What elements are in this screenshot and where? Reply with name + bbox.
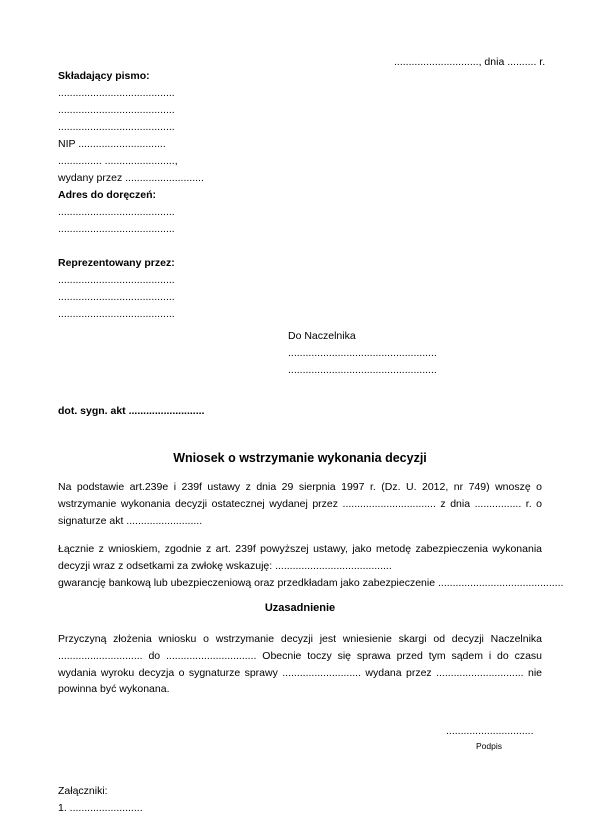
attachment-item-1: 1. ......................... xyxy=(58,802,143,814)
paragraph-justification: Przyczyną złożenia wniosku o wstrzymanie decyzji jest wniesienie skargi od decyzji Naczelnika ............................. do ............................... Obecnie toczy się sprawa przed tym sądem i do czasu wydania wyroku decyzja o sygnaturze sprawy ........................... wydana przez .............................. nie powinna być wykonana. xyxy=(58,633,542,696)
sender-id-document: ............... ........................, xyxy=(58,155,178,167)
signature-label: Podpis xyxy=(476,741,502,751)
document-title: Wniosek o wstrzymanie wykonania decyzji xyxy=(173,451,427,465)
attachments-block xyxy=(58,783,143,817)
sender-issued-by: wydany przez ........................... xyxy=(58,172,204,184)
sender-line-1: ........................................ xyxy=(58,87,175,99)
representative-line-1: ........................................ xyxy=(58,274,175,286)
sender-block xyxy=(58,68,204,323)
signature-line: .............................. xyxy=(446,725,534,737)
sender-nip: NIP .............................. xyxy=(58,138,166,150)
justification-heading: Uzasadnienie xyxy=(264,602,336,614)
recipient-block xyxy=(288,328,437,379)
paragraph-request: Na podstawie art.239e i 239f ustawy z dnia 29 sierpnia 1997 r. (Dz. U. 2012, nr 749) wnoszę o wstrzymanie wykonania decyzji ostatecznej wydanej przez ................................ z dnia ................ r. o signaturze akt .......................... xyxy=(58,481,542,527)
recipient-label: Do Naczelnika xyxy=(288,330,356,342)
recipient-line-2: ................................................... xyxy=(288,364,437,376)
representative-heading: Reprezentowany przez: xyxy=(58,257,175,269)
representative-line-2: ........................................ xyxy=(58,291,175,303)
address-line-2: ........................................ xyxy=(58,223,175,235)
attachments-heading: Załączniki: xyxy=(58,785,108,797)
sender-heading: Składający pismo: xyxy=(58,70,150,82)
sender-line-2: ........................................ xyxy=(58,104,175,116)
sender-line-3: ........................................ xyxy=(58,121,175,133)
paragraph-security xyxy=(58,541,564,591)
paragraph-security-line1: Łącznie z wnioskiem, zgodnie z art. 239f powyższej ustawy, jako metodę zabezpieczenia wykonania decyzji wraz z odsetkami za zwłokę wskazuję: ........................................ xyxy=(58,543,542,572)
representative-line-3: ........................................ xyxy=(58,308,175,320)
address-line-1: ........................................ xyxy=(58,206,175,218)
place-date-line: ............................., dnia .......... r. xyxy=(394,56,546,68)
address-heading: Adres do doręczeń: xyxy=(58,189,157,201)
paragraph-security-line2: gwarancję bankową lub ubezpieczeniową oraz przedkładam jako zabezpieczenie ........................................... xyxy=(58,576,564,589)
case-reference: dot. sygn. akt .......................... xyxy=(58,405,205,417)
recipient-line-1: ................................................... xyxy=(288,347,437,359)
